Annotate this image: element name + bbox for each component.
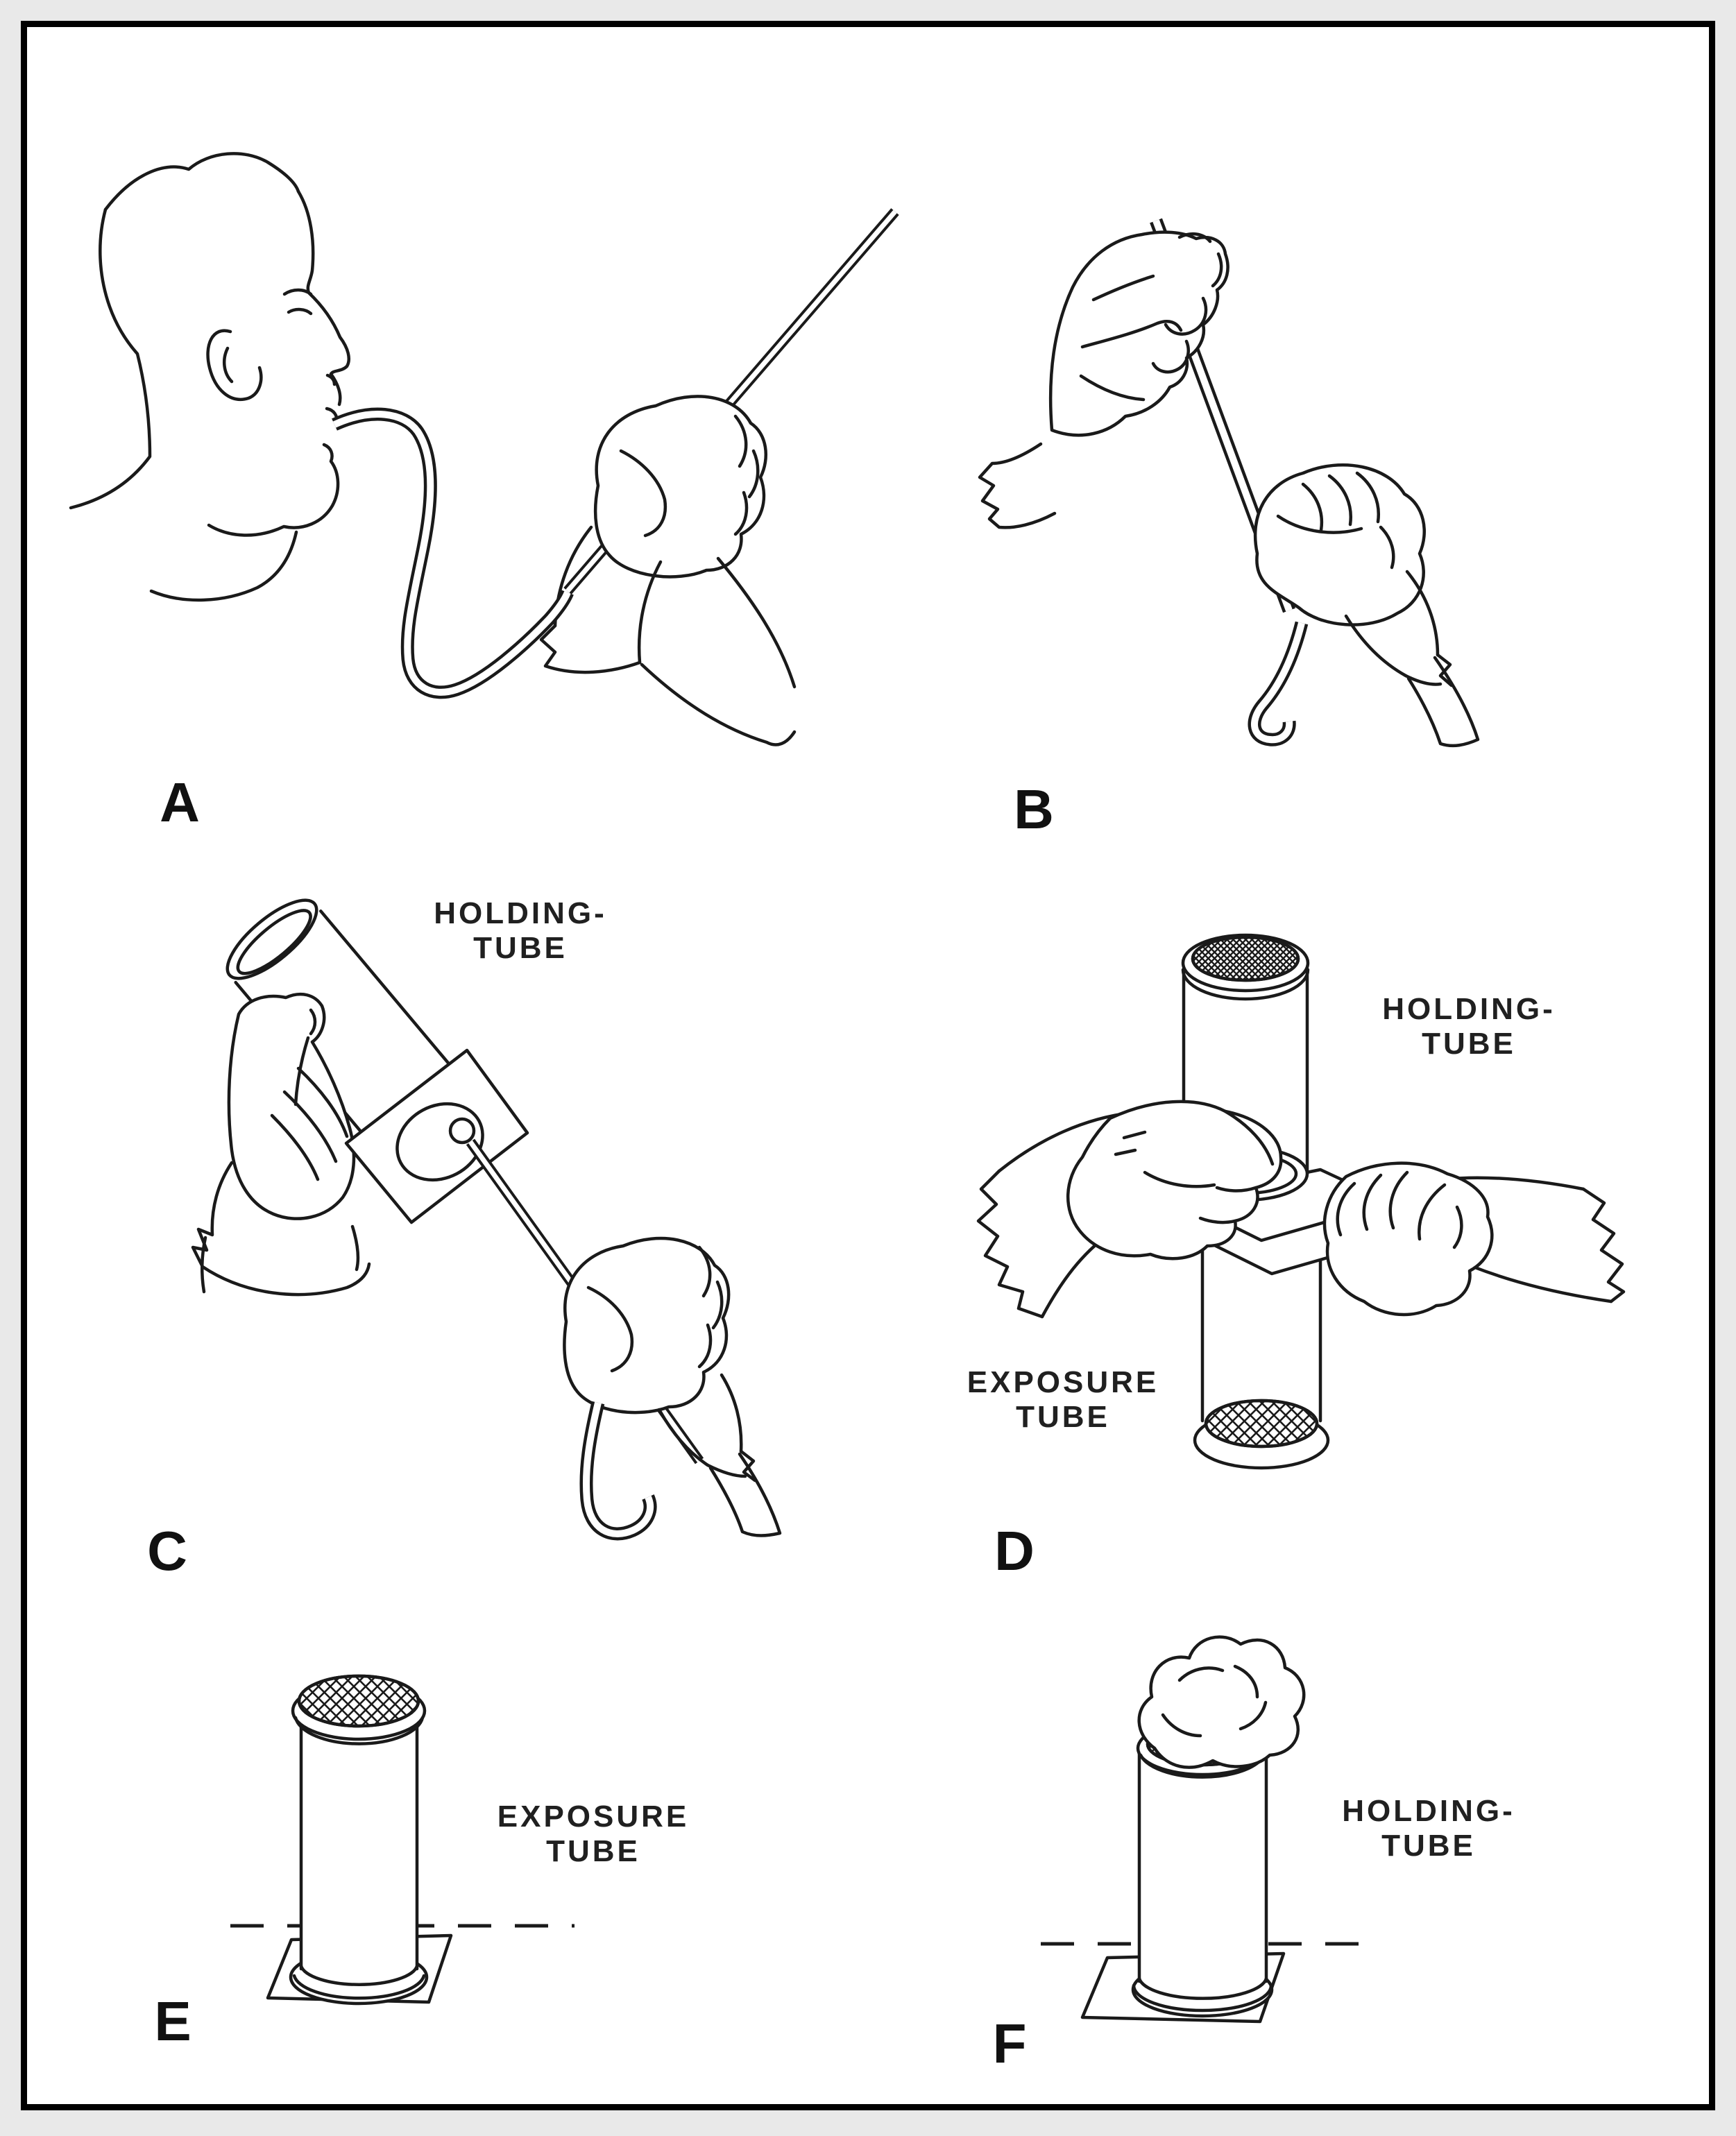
- holding-tube-label-d: [1382, 992, 1556, 1061]
- holding-tube-label-f: [1342, 1794, 1515, 1863]
- flexible-tube-tail: [586, 1403, 650, 1534]
- panel-letter-c: C: [147, 1520, 187, 1582]
- label-line: EXPOSURE: [497, 1800, 690, 1834]
- label-line: HOLDING-: [1382, 992, 1556, 1026]
- panel-letter-b: B: [1014, 778, 1054, 840]
- head-profile: [71, 153, 349, 600]
- label-line: HOLDING-: [1342, 1794, 1515, 1828]
- card-hole: [450, 1119, 474, 1143]
- panel-b-illustration: [980, 221, 1478, 746]
- panel-a-illustration: [71, 153, 895, 744]
- flexible-tube-tail: [1254, 623, 1302, 740]
- exposure-tube-label-d: [967, 1365, 1159, 1435]
- mesh-cap: [1206, 1401, 1317, 1446]
- panel-letter-e: E: [154, 1990, 192, 2052]
- flexible-mouth-tube: [334, 414, 568, 692]
- label-line: TUBE: [1422, 1027, 1516, 1061]
- label-line: HOLDING-: [434, 896, 607, 930]
- mesh-cap: [1193, 937, 1298, 980]
- mesh-cap: [299, 1676, 418, 1726]
- panel-letter-f: F: [992, 2013, 1027, 2074]
- holding-tube-label-c: [434, 896, 607, 966]
- panel-letter-d: D: [994, 1520, 1035, 1582]
- exposure-tube-cylinder: [291, 1676, 427, 2003]
- label-line: TUBE: [473, 931, 568, 965]
- label-line: TUBE: [1381, 1829, 1476, 1863]
- cotton-plug: [1139, 1637, 1304, 1768]
- upper-hand: [980, 232, 1228, 528]
- exposure-tube-cylinder: [1195, 1245, 1328, 1468]
- panel-c-illustration: [193, 888, 780, 1536]
- panel-letter-a: A: [160, 771, 200, 833]
- right-hand: [1325, 1163, 1624, 1315]
- exposure-tube-label-e: [497, 1800, 690, 1869]
- label-line: TUBE: [1016, 1400, 1110, 1434]
- panel-f-illustration: [1041, 1637, 1379, 2022]
- right-hand: [564, 1238, 780, 1535]
- label-line: TUBE: [546, 1834, 640, 1868]
- label-line: EXPOSURE: [967, 1365, 1159, 1399]
